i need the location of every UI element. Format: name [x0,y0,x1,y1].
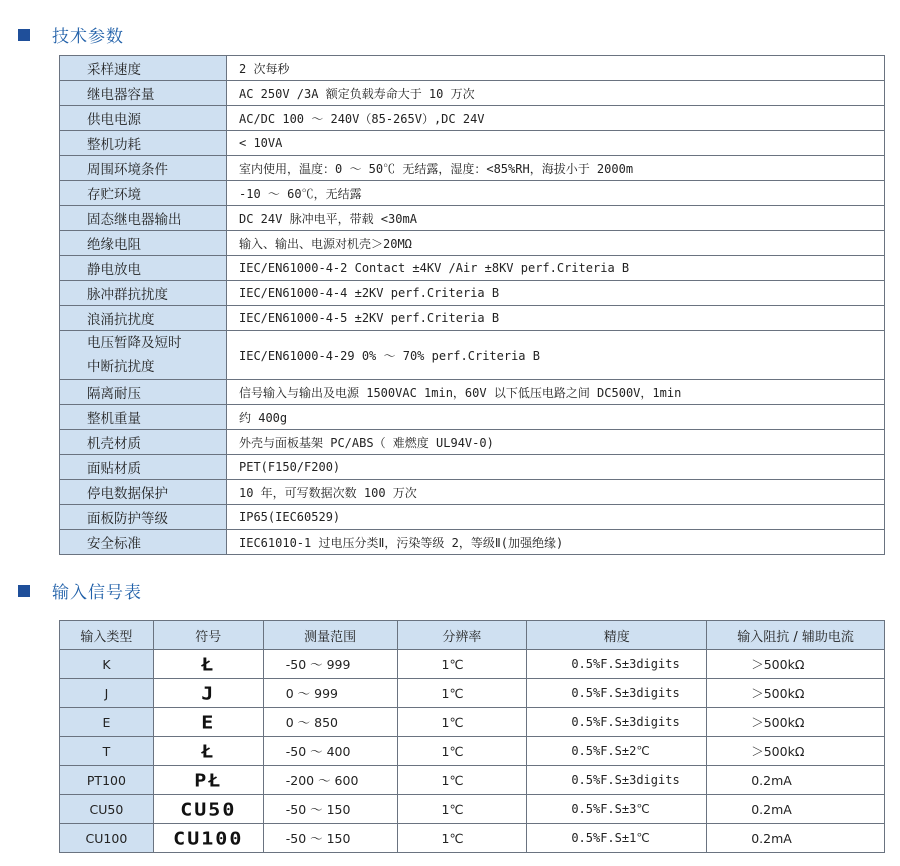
section-title-specs [18,22,124,47]
cell-resolution: 1℃ [397,766,527,795]
table-row [60,430,885,455]
table-row [60,766,885,795]
table-row [60,131,885,156]
spec-value: 约 400g [227,405,885,430]
spec-key: 隔离耐压 [60,380,227,405]
square-bullet-icon [18,585,30,597]
inputs-title-text: 输入信号表 [52,583,142,603]
segment-symbol: PŁ [194,769,223,791]
spec-value: 外壳与面板基架 PC/ABS（ 难燃度 UL94V-0) [227,430,885,455]
segment-symbol: Ł [201,740,216,762]
spec-value: IEC/EN61000-4-5 ±2KV perf.Criteria B [227,306,885,331]
spec-key: 停电数据保护 [60,480,227,505]
cell-resolution: 1℃ [397,795,527,824]
spec-value: DC 24V 脉冲电平，带载 <30mA [227,206,885,231]
cell-range: -50 ～ 150 [263,795,397,824]
segment-symbol: E [201,711,216,733]
spec-value: 信号输入与输出及电源 1500VAC 1min，60V 以下低压电路之间 DC500V，1min [227,380,885,405]
cell-symbol [153,708,263,737]
table-row [60,56,885,81]
table-row [60,156,885,181]
cell-type: E [60,708,154,737]
cell-range: -50 ～ 400 [263,737,397,766]
table-row [60,505,885,530]
table-row [60,306,885,331]
header-accuracy: 精度 [527,621,707,650]
cell-symbol [153,650,263,679]
cell-type: CU50 [60,795,154,824]
segment-symbol: J [201,682,216,704]
spec-key: 周围环境条件 [60,156,227,181]
cell-impedance: ＞500kΩ [707,650,885,679]
spec-value: IEC/EN61000-4-4 ±2KV perf.Criteria B [227,281,885,306]
spec-value: PET(F150/F200) [227,455,885,480]
spec-value: 10 年，可写数据次数 100 万次 [227,480,885,505]
table-row [60,206,885,231]
table-row [60,708,885,737]
header-input-type: 输入类型 [60,621,154,650]
header-impedance: 输入阻抗 / 辅助电流 [707,621,885,650]
spec-key: 整机重量 [60,405,227,430]
section-title-inputs [18,578,142,603]
cell-type: T [60,737,154,766]
cell-symbol [153,795,263,824]
segment-symbol: Ł [201,653,216,675]
cell-symbol [153,766,263,795]
table-row [60,331,885,380]
table-row [60,737,885,766]
table-row [60,650,885,679]
cell-impedance: 0.2mA [707,795,885,824]
spec-value: IEC61010-1 过电压分类Ⅱ，污染等级 2，等级Ⅱ(加强绝缘) [227,530,885,555]
input-signal-table [59,620,885,853]
spec-value: IEC/EN61000-4-29 0% ～ 70% perf.Criteria B [227,331,885,380]
cell-accuracy: 0.5%F.S±3digits [527,766,707,795]
spec-value: < 10VA [227,131,885,156]
spec-key: 脉冲群抗扰度 [60,281,227,306]
cell-accuracy: 0.5%F.S±3digits [527,679,707,708]
spec-value: 室内使用，温度：0 ～ 50℃ 无结露，湿度：<85%RH，海拔小于 2000m [227,156,885,181]
spec-value: -10 ～ 60℃，无结露 [227,181,885,206]
spec-key: 绝缘电阻 [60,231,227,256]
table-row [60,795,885,824]
spec-value: 2 次每秒 [227,56,885,81]
spec-value: AC 250V /3A 额定负载寿命大于 10 万次 [227,81,885,106]
cell-impedance: ＞500kΩ [707,737,885,766]
table-row [60,455,885,480]
cell-accuracy: 0.5%F.S±2℃ [527,737,707,766]
cell-resolution: 1℃ [397,737,527,766]
table-row [60,405,885,430]
cell-type: J [60,679,154,708]
spec-key: 面板防护等级 [60,505,227,530]
cell-impedance: ＞500kΩ [707,708,885,737]
spec-value: AC/DC 100 ～ 240V（85-265V）,DC 24V [227,106,885,131]
spec-key [60,331,227,380]
spec-key-line: 电压暂降及短时 [87,335,182,351]
table-row [60,824,885,853]
segment-symbol: CU50 [180,798,237,820]
cell-type: CU100 [60,824,154,853]
cell-symbol [153,679,263,708]
header-symbol: 符号 [153,621,263,650]
spec-key: 固态继电器输出 [60,206,227,231]
table-row [60,380,885,405]
spec-table [59,55,885,555]
specs-title-text: 技术参数 [52,27,124,47]
table-row [60,530,885,555]
spec-key: 存贮环境 [60,181,227,206]
cell-symbol [153,824,263,853]
spec-key: 静电放电 [60,256,227,281]
spec-key: 供电电源 [60,106,227,131]
spec-key: 面贴材质 [60,455,227,480]
spec-key: 浪涌抗扰度 [60,306,227,331]
table-row [60,231,885,256]
cell-accuracy: 0.5%F.S±1℃ [527,824,707,853]
cell-range: 0 ～ 999 [263,679,397,708]
cell-resolution: 1℃ [397,708,527,737]
spec-key: 整机功耗 [60,131,227,156]
cell-type: PT100 [60,766,154,795]
cell-resolution: 1℃ [397,679,527,708]
spec-key-line: 中断抗扰度 [87,359,155,375]
cell-range: -200 ～ 600 [263,766,397,795]
spec-value: IEC/EN61000-4-2 Contact ±4KV /Air ±8KV perf.Criteria B [227,256,885,281]
table-row [60,281,885,306]
spec-key: 继电器容量 [60,81,227,106]
spec-value: IP65(IEC60529) [227,505,885,530]
cell-accuracy: 0.5%F.S±3℃ [527,795,707,824]
spec-key: 采样速度 [60,56,227,81]
cell-accuracy: 0.5%F.S±3digits [527,708,707,737]
table-row [60,679,885,708]
cell-type: K [60,650,154,679]
cell-resolution: 1℃ [397,650,527,679]
spec-key: 安全标准 [60,530,227,555]
cell-range: 0 ～ 850 [263,708,397,737]
table-row [60,256,885,281]
cell-impedance: ＞500kΩ [707,679,885,708]
cell-range: -50 ～ 150 [263,824,397,853]
table-header-row [60,621,885,650]
table-row [60,181,885,206]
spec-value: 输入、输出、电源对机壳＞20MΩ [227,231,885,256]
cell-impedance: 0.2mA [707,824,885,853]
cell-symbol [153,737,263,766]
header-range: 测量范围 [263,621,397,650]
table-row [60,81,885,106]
header-resolution: 分辨率 [397,621,527,650]
segment-symbol: CU100 [173,827,244,849]
cell-range: -50 ～ 999 [263,650,397,679]
cell-accuracy: 0.5%F.S±3digits [527,650,707,679]
cell-impedance: 0.2mA [707,766,885,795]
table-row [60,480,885,505]
table-row [60,106,885,131]
square-bullet-icon [18,29,30,41]
spec-key: 机壳材质 [60,430,227,455]
cell-resolution: 1℃ [397,824,527,853]
